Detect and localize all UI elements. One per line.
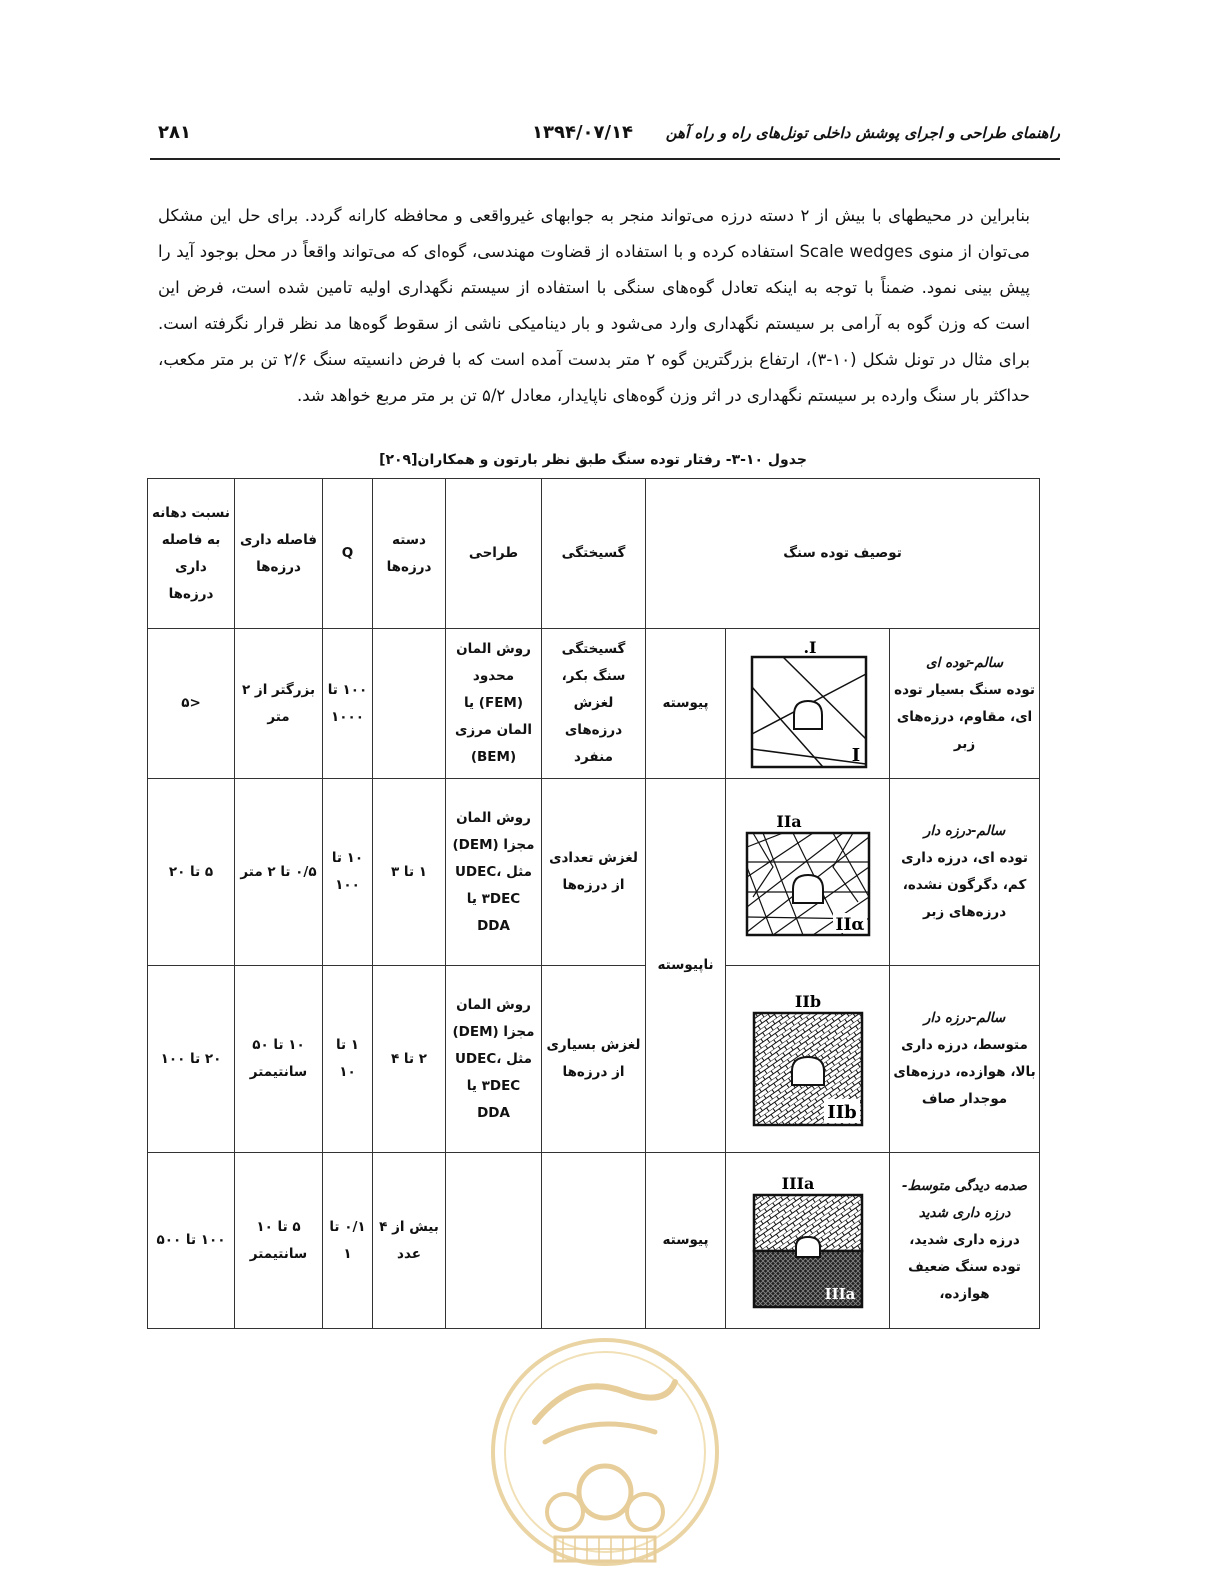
row-description-title: سالم-درزه دار — [923, 823, 1006, 839]
row-q: ۱ تا ۱۰ — [323, 966, 373, 1153]
row-design: روش المان محدود (FEM) یا المان مرزی (BEM) — [446, 629, 542, 779]
rock-mass-table — [147, 478, 1040, 1329]
row-description — [890, 1153, 1040, 1329]
publisher-seal-watermark — [485, 1332, 725, 1584]
row-failure — [542, 1153, 646, 1329]
row-q: ۰/۱ تا ۱ — [323, 1153, 373, 1329]
row-description — [890, 629, 1040, 779]
header-description: توصیف توده سنگ — [646, 479, 1040, 629]
figure-top-label: IIa — [775, 812, 802, 831]
header-failure: گسیختگی — [542, 479, 646, 629]
body-paragraph-block — [158, 198, 1030, 414]
row-q: ۱۰۰ تا ۱۰۰۰ — [323, 629, 373, 779]
table-header-row — [148, 479, 1040, 629]
figure-bottom-label: IIα — [835, 915, 865, 935]
row-ratio: ۲۰ تا ۱۰۰ — [148, 966, 235, 1153]
table-row — [148, 966, 1040, 1153]
header-ratio: نسبت دهانه به فاصله داری درزه‌ها — [148, 479, 235, 629]
row-spacing: ۱۰ تا ۵۰ سانتیمتر — [235, 966, 323, 1153]
table-row — [148, 779, 1040, 966]
figure-top-label: I. — [803, 638, 817, 657]
row-failure: گسیختگی سنگ بکر، لغزش درزه‌های منفرد — [542, 629, 646, 779]
row-joint-sets: ۱ تا ۳ — [373, 779, 446, 966]
page-number: ۲۸۱ — [158, 122, 191, 143]
row-failure: لغزش بسیاری از درزه‌ها — [542, 966, 646, 1153]
row-design — [446, 1153, 542, 1329]
row-continuity: پیوسته — [646, 629, 726, 779]
row-spacing: بزرگتر از ۲ متر — [235, 629, 323, 779]
table-caption: جدول ۱۰-۳- رفتار توده سنگ طبق نظر بارتون و همکاران[۲۰۹] — [379, 452, 807, 468]
row-description-text: توده ای، درزه داری کم، دگرگون نشده، درزه‌های زبر — [901, 850, 1028, 920]
row-description — [890, 779, 1040, 966]
table-row — [148, 629, 1040, 779]
row-figure — [726, 966, 890, 1153]
row-failure: لغزش تعدادی از درزه‌ها — [542, 779, 646, 966]
row-description-text: متوسط، درزه داری بالا، هوازده، درزه‌های موجدار صاف — [893, 1037, 1036, 1107]
figure-top-label: IIIa — [781, 1173, 814, 1193]
rock-mass-figure-jointed — [743, 807, 873, 937]
figure-bottom-label: IIb — [826, 1102, 857, 1123]
row-design: روش المان مجزا (DEM) مثل UDEC، ۳DEC یا DDA — [446, 779, 542, 966]
row-figure — [726, 1153, 890, 1329]
row-design: روش المان مجزا (DEM) مثل UDEC، ۳DEC یا DDA — [446, 966, 542, 1153]
row-spacing: ۵ تا ۱۰ سانتیمتر — [235, 1153, 323, 1329]
row-description-title: سالم-توده ای — [926, 654, 1004, 671]
row-description — [890, 966, 1040, 1153]
row-description-text: درزه داری شدید، توده سنگ ضعیف هوازده، — [908, 1232, 1021, 1302]
row-description-title: صدمه دیدگی متوسط- درزه داری شدید — [902, 1178, 1028, 1221]
rock-mass-figure-highly-jointed — [748, 989, 868, 1129]
page-header — [150, 118, 1060, 160]
row-figure — [726, 629, 890, 779]
row-figure — [726, 779, 890, 966]
header-q: Q — [323, 479, 373, 629]
running-title: راهنمای طراحی و اجرای پوشش داخلی تونل‌های راه و راه آهن — [665, 124, 1060, 142]
row-joint-sets: بیش از ۴ عدد — [373, 1153, 446, 1329]
header-design: طراحی — [446, 479, 542, 629]
row-description-title: سالم-درزه دار — [923, 1010, 1006, 1026]
row-ratio: ۵ تا ۲۰ — [148, 779, 235, 966]
header-joint-sets: دسته درزه‌ها — [373, 479, 446, 629]
header-date: ۱۳۹۴/۰۷/۱۴ — [532, 122, 634, 143]
rock-mass-figure-crushed — [748, 1171, 868, 1311]
figure-bottom-label: IIIa — [824, 1284, 855, 1303]
row-continuity-merged: ناپیوسته — [646, 779, 726, 1153]
header-spacing: فاصله داری درزه‌ها — [235, 479, 323, 629]
rock-mass-figure-intact — [748, 639, 868, 769]
figure-bottom-label: I — [851, 744, 860, 766]
body-paragraph: بنابراین در محیطهای با بیش از ۲ دسته درزه می‌تواند منجر به جوابهای غیرواقعی و محافظه کارانه گردد. برای حل این مشکل می‌توان از منوی Scale wedges استفاده کرده و با استفاده از قضاوت مهندسی، گوه‌ای که می‌تواند واقعاً در محل بوجود آید را پیش بینی نمود. ضمناً با توجه به اینکه تعادل گوه‌های سنگی با استفاده از سیستم نگهداری اولیه تامین شده است، فرض این است که وزن گوه به آرامی بر سیستم نگهداری وارد می‌شود و بار دینامیکی ناشی از سقوط گوه‌ها مد نظر قرار نگرفته است. برای مثال در تونل شکل (۱۰-۳)، ارتفاع بزرگترین گوه ۲ متر بدست آمده است که با فرض دانسیته سنگ ۲/۶ تن بر متر مکعب، حداکثر بار سنگ وارده بر سیستم نگهداری در اثر وزن گوه‌های ناپایدار، معادل ۵/۲ تن بر متر مربع خواهد شد. — [158, 206, 1031, 405]
table-row — [148, 1153, 1040, 1329]
row-continuity: پیوسته — [646, 1153, 726, 1329]
row-ratio: ۱۰۰ تا ۵۰۰ — [148, 1153, 235, 1329]
row-ratio: <۵ — [148, 629, 235, 779]
row-spacing: ۰/۵ تا ۲ متر — [235, 779, 323, 966]
row-description-text: توده سنگ بسیار توده ای، مقاوم، درزه‌های زبر — [894, 681, 1035, 752]
row-joint-sets: ۲ تا ۴ — [373, 966, 446, 1153]
figure-top-label: IIb — [794, 992, 821, 1011]
row-q: ۱۰ تا ۱۰۰ — [323, 779, 373, 966]
row-joint-sets — [373, 629, 446, 779]
